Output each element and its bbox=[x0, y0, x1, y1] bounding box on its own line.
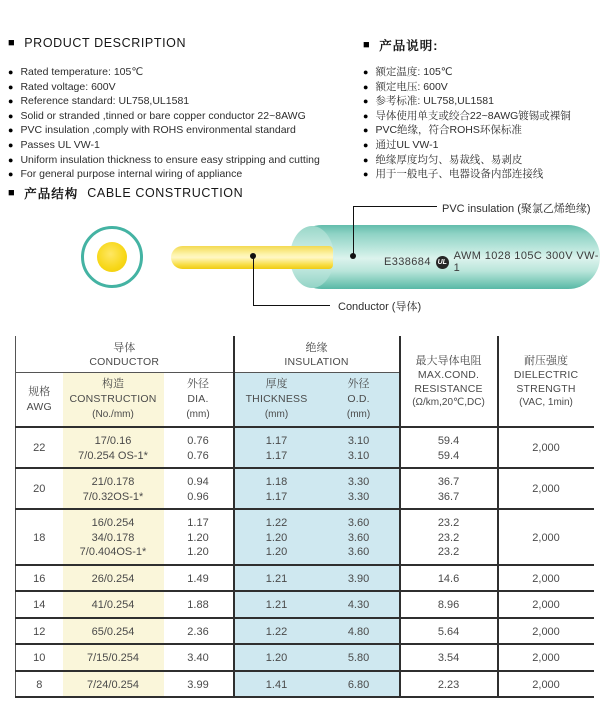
bullet-icon: ● bbox=[363, 67, 369, 77]
header-cn: 外径 bbox=[347, 378, 370, 390]
header-unit: (mm) bbox=[264, 409, 289, 420]
insulation-label: PVC insulation (聚氯乙烯绝缘) bbox=[442, 203, 591, 215]
bullet-text: Uniform insulation thickness to ensure easy stripping and cutting bbox=[20, 153, 320, 166]
thickness-cell: 1.22 bbox=[234, 618, 319, 645]
bullet-text: 通过UL VW-1 bbox=[375, 138, 439, 151]
header-cn: 最大导体电阻 bbox=[415, 355, 482, 367]
awg-cell: 14 bbox=[16, 591, 63, 618]
header-unit: (mm) bbox=[346, 409, 371, 420]
awg-cell: 12 bbox=[16, 618, 63, 645]
od-cell: 6.80 bbox=[319, 671, 400, 698]
bullet-icon: ● bbox=[8, 125, 14, 136]
resistance-cell: 5.64 bbox=[400, 618, 498, 645]
section-title-cn: 产品结构 bbox=[24, 187, 79, 201]
construction-header bbox=[63, 373, 164, 428]
header-en: DIELECTRIC bbox=[513, 369, 579, 381]
awg-cell: 16 bbox=[16, 565, 63, 592]
bullet-item bbox=[8, 94, 358, 109]
spec-table bbox=[15, 336, 594, 698]
table-row bbox=[16, 427, 594, 468]
resistance-cell: 2.23 bbox=[400, 671, 498, 698]
thickness-cell: 1.18 1.17 bbox=[234, 468, 319, 509]
group-label-cn: 绝缘 bbox=[305, 342, 328, 354]
cross-section-conductor-dot bbox=[97, 242, 127, 272]
construction-cell: 17/0.16 7/0.254 OS-1* bbox=[63, 427, 164, 468]
section-marker-icon: ■ bbox=[8, 186, 16, 199]
thickness-cell: 1.17 1.17 bbox=[234, 427, 319, 468]
dia-header bbox=[164, 373, 234, 428]
resistance-cell: 23.2 23.2 23.2 bbox=[400, 509, 498, 565]
dielectric-cell: 2,000 bbox=[498, 509, 594, 565]
table-row bbox=[16, 618, 594, 645]
construction-cell: 16/0.254 34/0.178 7/0.404OS-1* bbox=[63, 509, 164, 565]
leader-line bbox=[353, 206, 437, 207]
awg-cell: 20 bbox=[16, 468, 63, 509]
product-notes-list bbox=[363, 65, 601, 182]
bullet-item bbox=[8, 123, 358, 138]
od-cell: 3.30 3.30 bbox=[319, 468, 400, 509]
thickness-cell: 1.21 bbox=[234, 565, 319, 592]
cert-number: E338684 bbox=[384, 256, 431, 268]
awg-cell: 8 bbox=[16, 671, 63, 698]
header-en: RESISTANCE bbox=[414, 383, 483, 395]
resistance-cell: 8.96 bbox=[400, 591, 498, 618]
construction-cell: 41/0.254 bbox=[63, 591, 164, 618]
section-title-text: 产品说明: bbox=[379, 39, 439, 53]
header-cn: 耐压强度 bbox=[524, 355, 569, 367]
construction-cell: 65/0.254 bbox=[63, 618, 164, 645]
od-cell: 5.80 bbox=[319, 644, 400, 671]
bullet-icon: ● bbox=[8, 96, 14, 107]
dia-cell: 2.36 bbox=[164, 618, 234, 645]
bullet-text: Rated temperature: 105℃ bbox=[20, 66, 144, 78]
bullet-icon: ● bbox=[8, 81, 14, 92]
bullet-text: 额定电压: 600V bbox=[375, 80, 448, 93]
od-cell: 4.30 bbox=[319, 591, 400, 618]
bullet-icon: ● bbox=[363, 169, 369, 180]
section-title-text: PRODUCT DESCRIPTION bbox=[24, 36, 187, 50]
bullet-text: For general purpose internal wiring of appliance bbox=[20, 168, 243, 181]
insulation-group-header bbox=[234, 336, 400, 373]
bullet-item bbox=[363, 80, 601, 95]
thickness-cell: 1.41 bbox=[234, 671, 319, 698]
ul-mark-icon: UL bbox=[436, 256, 449, 269]
bullet-item bbox=[363, 123, 601, 138]
bullet-item bbox=[363, 94, 601, 109]
leader-line bbox=[253, 305, 330, 306]
section-marker-icon: ■ bbox=[8, 36, 16, 49]
thickness-cell: 1.22 1.20 1.20 bbox=[234, 509, 319, 565]
awg-cell: 10 bbox=[16, 644, 63, 671]
dia-cell: 3.40 bbox=[164, 644, 234, 671]
dia-cell: 1.88 bbox=[164, 591, 234, 618]
header-en: THICKNESS bbox=[245, 393, 308, 405]
construction-cell: 7/24/0.254 bbox=[63, 671, 164, 698]
dielectric-header bbox=[498, 336, 594, 427]
bullet-item bbox=[363, 65, 601, 80]
bullet-item bbox=[8, 153, 358, 168]
dielectric-cell: 2,000 bbox=[498, 618, 594, 645]
product-notes-title bbox=[363, 36, 438, 54]
header-unit: (mm) bbox=[186, 409, 210, 420]
construction-cell: 21/0.178 7/0.32OS-1* bbox=[63, 468, 164, 509]
table-row bbox=[16, 591, 594, 618]
bullet-item bbox=[8, 109, 358, 124]
bullet-icon: ● bbox=[8, 154, 14, 165]
bullet-item bbox=[363, 138, 601, 153]
construction-cell: 26/0.254 bbox=[63, 565, 164, 592]
od-cell: 3.60 3.60 3.60 bbox=[319, 509, 400, 565]
dielectric-cell: 2,000 bbox=[498, 565, 594, 592]
dielectric-cell: 2,000 bbox=[498, 468, 594, 509]
header-cn: 厚度 bbox=[265, 378, 288, 390]
bullet-text: 导体使用单支或绞合22~8AWG镀锡或裸铜 bbox=[375, 109, 571, 122]
header-unit: (VAC, 1min) bbox=[519, 397, 573, 408]
table-row bbox=[16, 671, 594, 698]
header-cn: 外径 bbox=[187, 378, 209, 390]
dielectric-cell: 2,000 bbox=[498, 644, 594, 671]
table-row bbox=[16, 509, 594, 565]
bullet-item bbox=[363, 167, 601, 182]
header-en: CONSTRUCTION bbox=[69, 393, 157, 405]
dia-cell: 1.49 bbox=[164, 565, 234, 592]
bullet-icon: ● bbox=[8, 110, 14, 121]
bullet-icon: ● bbox=[8, 67, 14, 77]
leader-line bbox=[353, 206, 354, 256]
leader-line bbox=[253, 256, 254, 305]
dielectric-cell: 2,000 bbox=[498, 427, 594, 468]
dia-cell: 0.76 0.76 bbox=[164, 427, 234, 468]
resistance-cell: 36.7 36.7 bbox=[400, 468, 498, 509]
bullet-icon: ● bbox=[363, 154, 369, 165]
bullet-text: PVC绝缘，符合ROHS环保标准 bbox=[375, 124, 522, 137]
od-header bbox=[319, 373, 400, 428]
bullet-icon: ● bbox=[363, 139, 369, 150]
product-description-list bbox=[8, 65, 358, 182]
awg-header bbox=[16, 373, 63, 428]
section-title-en: CABLE CONSTRUCTION bbox=[87, 186, 244, 200]
bullet-item bbox=[8, 138, 358, 153]
group-label-en: INSULATION bbox=[284, 356, 349, 368]
header-en: STRENGTH bbox=[516, 383, 576, 395]
bullet-text: Rated voltage: 600V bbox=[20, 80, 116, 93]
conductor-label: Conductor (导体) bbox=[338, 301, 422, 313]
dia-cell: 1.17 1.20 1.20 bbox=[164, 509, 234, 565]
header-en: DIA. bbox=[187, 393, 209, 405]
thickness-header bbox=[234, 373, 319, 428]
construction-cell: 7/15/0.254 bbox=[63, 644, 164, 671]
table-row bbox=[16, 468, 594, 509]
bullet-text: Reference standard: UL758,UL1581 bbox=[20, 95, 190, 108]
resistance-cell: 59.4 59.4 bbox=[400, 427, 498, 468]
bullet-text: 参考标准: UL758,UL1581 bbox=[375, 95, 494, 108]
bullet-text: 额定温度: 105℃ bbox=[375, 66, 453, 78]
bullet-item bbox=[363, 109, 601, 124]
resistance-cell: 14.6 bbox=[400, 565, 498, 592]
header-en: O.D. bbox=[347, 393, 370, 405]
bullet-text: Solid or stranded ,tinned or bare copper conductor 22~8AWG bbox=[20, 109, 306, 122]
cable-print-text bbox=[384, 250, 603, 274]
od-cell: 4.80 bbox=[319, 618, 400, 645]
dielectric-cell: 2,000 bbox=[498, 591, 594, 618]
group-label-cn: 导体 bbox=[113, 342, 136, 354]
header-en: AWG bbox=[26, 400, 52, 413]
resistance-header bbox=[400, 336, 498, 427]
bullet-icon: ● bbox=[8, 139, 14, 150]
bullet-item bbox=[8, 167, 358, 182]
table-row bbox=[16, 644, 594, 671]
resistance-cell: 3.54 bbox=[400, 644, 498, 671]
bullet-icon: ● bbox=[363, 110, 369, 121]
bullet-icon: ● bbox=[363, 96, 369, 107]
cable-spec-text: AWM 1028 105C 300V VW-1 bbox=[453, 250, 599, 274]
bullet-icon: ● bbox=[8, 169, 14, 180]
bullet-item bbox=[363, 153, 601, 168]
header-unit: (No./mm) bbox=[92, 409, 134, 420]
table-row bbox=[16, 565, 594, 592]
bullet-text: PVC insulation ,comply with ROHS environmental standard bbox=[20, 124, 296, 137]
bullet-icon: ● bbox=[363, 125, 369, 136]
dia-cell: 3.99 bbox=[164, 671, 234, 698]
cable-construction-title bbox=[8, 184, 243, 202]
header-unit: (Ω/km,20℃,DC) bbox=[412, 397, 485, 408]
product-description-title bbox=[8, 36, 186, 50]
bullet-text: 绝缘厚度均匀、易裁线、易剥皮 bbox=[375, 153, 523, 166]
bullet-text: 用于一般电子、电器设备内部连接线 bbox=[375, 168, 544, 181]
thickness-cell: 1.21 bbox=[234, 591, 319, 618]
dia-cell: 0.94 0.96 bbox=[164, 468, 234, 509]
conductor-group-header bbox=[16, 336, 234, 373]
od-cell: 3.10 3.10 bbox=[319, 427, 400, 468]
awg-cell: 18 bbox=[16, 509, 63, 565]
dielectric-cell: 2,000 bbox=[498, 671, 594, 698]
bullet-item bbox=[8, 80, 358, 95]
awg-cell: 22 bbox=[16, 427, 63, 468]
bullet-text: Passes UL VW-1 bbox=[20, 138, 100, 151]
header-cn: 规格 bbox=[28, 385, 51, 398]
section-marker-icon: ■ bbox=[363, 38, 371, 51]
bullet-icon: ● bbox=[363, 81, 369, 92]
header-cn: 构造 bbox=[102, 378, 124, 390]
thickness-cell: 1.20 bbox=[234, 644, 319, 671]
header-en: MAX.COND. bbox=[417, 369, 480, 381]
group-label-en: CONDUCTOR bbox=[89, 356, 160, 368]
bullet-item bbox=[8, 65, 358, 80]
od-cell: 3.90 bbox=[319, 565, 400, 592]
